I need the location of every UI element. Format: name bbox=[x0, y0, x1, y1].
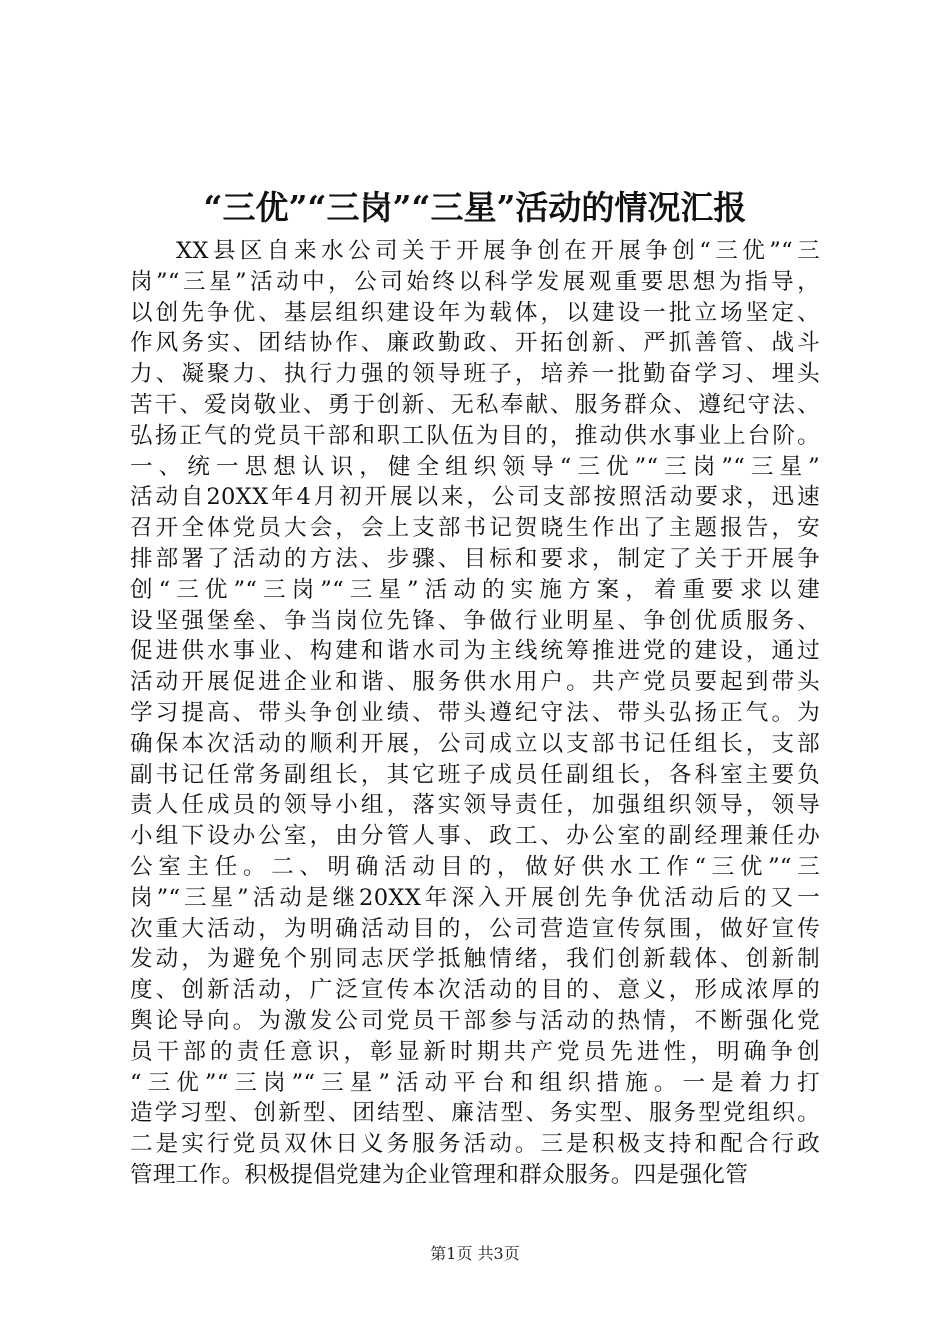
body-text-line: 公室主任。二、明确活动目的，做好供水工作“三优”“三 bbox=[130, 853, 820, 880]
body-text-line: 活动自20XX年4月初开展以来，公司支部按照活动要求，迅速 bbox=[130, 484, 820, 511]
page-footer: 第1页 共3页 bbox=[430, 1244, 520, 1263]
body-text-line: 次重大活动，为明确活动目的，公司营造宣传氛围，做好宣传 bbox=[130, 915, 820, 942]
body-text-line: 弘扬正气的党员干部和职工队伍为目的，推动供水事业上台阶。 bbox=[130, 422, 820, 449]
body-text-line: 舆论导向。为激发公司党员干部参与活动的热情，不断强化党 bbox=[130, 1007, 820, 1034]
body-text-line: 作风务实、团结协作、廉政勤政、开拓创新、严抓善管、战斗 bbox=[130, 330, 820, 357]
body-text-line: 创“三优”“三岗”“三星”活动的实施方案，着重要求以建 bbox=[130, 576, 820, 603]
body-text-line: 二是实行党员双休日义务服务活动。三是积极支持和配合行政 bbox=[130, 1131, 820, 1158]
document-title: “三优”“三岗”“三星”活动的情况汇报 bbox=[203, 188, 747, 227]
body-text-line: 管理工作。积极提倡党建为企业管理和群众服务。四是强化管 bbox=[130, 1161, 749, 1188]
body-text-line: 造学习型、创新型、团结型、廉洁型、务实型、服务型党组织。 bbox=[130, 1100, 820, 1127]
body-text-line: 促进供水事业、构建和谐水司为主线统筹推进党的建设，通过 bbox=[130, 638, 820, 665]
body-text-line: 岗”“三星”活动中，公司始终以科学发展观重要思想为指导， bbox=[130, 268, 820, 295]
body-text-line: 岗”“三星”活动是继20XX年深入开展创先争优活动后的又一 bbox=[130, 884, 820, 911]
body-text-line: 以创先争优、基层组织建设年为载体，以建设一批立场坚定、 bbox=[130, 299, 820, 326]
body-text-line: 责人任成员的领导小组，落实领导责任，加强组织领导，领导 bbox=[130, 792, 820, 819]
body-text-line: 苦干、爱岗敬业、勇于创新、无私奉献、服务群众、遵纪守法、 bbox=[130, 391, 820, 418]
body-text-line: 员干部的责任意识，彰显新时期共产党员先进性，明确争创 bbox=[130, 1038, 820, 1065]
body-text-line: 一、统一思想认识，健全组织领导“三优”“三岗”“三星” bbox=[130, 453, 820, 480]
body-text-line: 小组下设办公室，由分管人事、政工、办公室的副经理兼任办 bbox=[130, 823, 820, 850]
body-text-line: 学习提高、带头争创业绩、带头遵纪守法、带头弘扬正气。为 bbox=[130, 699, 820, 726]
body-text-line: “三优”“三岗”“三星”活动平台和组织措施。一是着力打 bbox=[130, 1069, 820, 1096]
body-text-line: 活动开展促进企业和谐、服务供水用户。共产党员要起到带头 bbox=[130, 669, 820, 696]
body-text-line: 排部署了活动的方法、步骤、目标和要求，制定了关于开展争 bbox=[130, 545, 820, 572]
body-text-line: 度、创新活动，广泛宣传本次活动的目的、意义，形成浓厚的 bbox=[130, 977, 820, 1004]
body-text-line: 力、凝聚力、执行力强的领导班子，培养一批勤奋学习、埋头 bbox=[130, 361, 820, 388]
body-text-line: XX县区自来水公司关于开展争创在开展争创“三优”“三 bbox=[176, 238, 820, 264]
document-body bbox=[130, 236, 820, 1191]
body-text-line: 确保本次活动的顺利开展，公司成立以支部书记任组长，支部 bbox=[130, 730, 820, 757]
body-text-line: 设坚强堡垒、争当岗位先锋、争做行业明星、争创优质服务、 bbox=[130, 607, 820, 634]
body-text-line: 发动，为避免个别同志厌学抵触情绪，我们创新载体、创新制 bbox=[130, 946, 820, 973]
body-text-line: 副书记任常务副组长，其它班子成员任副组长，各科室主要负 bbox=[130, 761, 820, 788]
body-text-line: 召开全体党员大会，会上支部书记贺晓生作出了主题报告，安 bbox=[130, 515, 820, 542]
